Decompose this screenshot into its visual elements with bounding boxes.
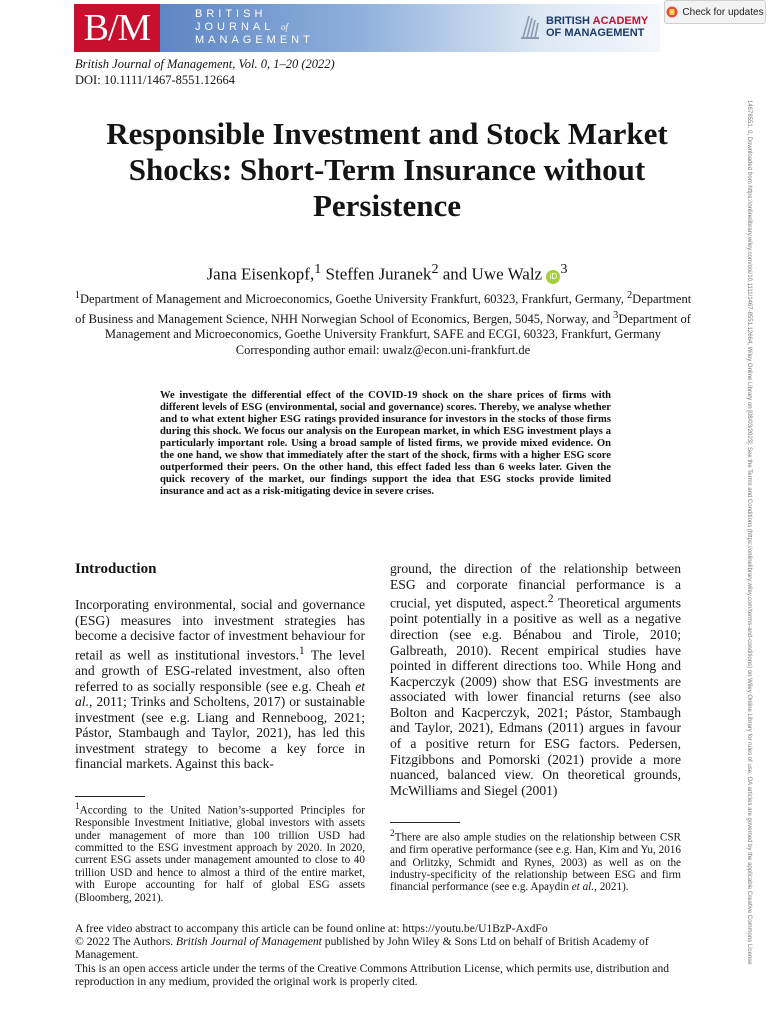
author-name: Steffen Juranek (321, 264, 432, 284)
section-heading-introduction: Introduction (75, 561, 157, 577)
affiliation-text: Department of Management and Microeconomics, Goethe University Frankfurt, 60323, Frankfurt, Germany, (80, 292, 624, 307)
abstract: We investigate the differential effect of the COVID-19 shock on the share prices of firms with different levels of ESG (environmental, social and governance) scores. Thereby, we analyse whether and to what extent higher ESG ratings provided insurance for investors in the stocks of those firms during this shock. We focus our analysis on the European market, in which ESG investment plays a particularly important role. Using a broad sample of listed firms, we provide mixed evidence. On the one hand, we show that immediately after the start of the shock, firms with a higher ESG score outperformed their peers. On the other hand, this effect faded less than 6 weeks later. Given the quick recovery of the market, our findings support the idea that ESG stocks provide limited insurance and act as a risk-mitigating device in severe crises. (160, 390, 611, 497)
journal-wordmark (195, 8, 314, 47)
footnote-divider (390, 822, 460, 823)
author-sup: 3 (560, 261, 568, 277)
crossmark-icon (666, 6, 678, 18)
copyright-journal: British Journal of Management (176, 935, 322, 949)
body-text: ground, the direction of the relationship between ESG and corporate financial performance is a crucial, yet disputed, aspect. (390, 561, 681, 611)
bottom-notes (75, 922, 681, 988)
footnote-ref[interactable]: 2 (547, 593, 554, 606)
journal-logo: B/M (74, 4, 160, 52)
footnote-divider (75, 796, 145, 797)
body-text: The level and growth of ESG-related investment, also often referred to as socially responsible (see e.g. Cheah (75, 647, 365, 694)
affiliations (70, 288, 696, 358)
affiliation-sup: 3 (613, 309, 619, 321)
check-for-updates-button[interactable] (664, 0, 766, 24)
body-text-italic: et al. (75, 678, 365, 710)
body-text: Theoretical arguments point potentially in a positive as well as a negative direction (see e.g. Bénabou and Tirole, 2010; Galbreath, 2010). Recent empirical studies have pointed in different directions too. While Hong and Kacperczyk (2009) show that ESG investments are associated with lower financial returns (see also Bolton and Kacperczyk, 2021; Pástor, Stambaugh and Taylor, 2021), Edmans (2011) argues in favour of a positive return for ESG factors. Pedersen, Fitzgibbons and Pomorski (2021) provide a more nuanced, balanced view. On theoretical grounds, McWilliams and Siegel (2001) (390, 595, 681, 798)
academy-line-1 (546, 15, 648, 27)
footnote-sup: 1 (75, 802, 80, 812)
body-text: Incorporating environmental, social and governance (ESG) measures into investment strategies has become a decisive factor of investment behaviour for retail as well as institutional investors. (75, 597, 365, 663)
body-text: , 2011; Trinks and Scholtens, 2017) or sustainable investment (see e.g. Liang and Renneboog, 2021; Pástor, Stambaugh and Taylor, 2021), has led this investment strategy to become a key force in financial markets. Against this back- (75, 694, 365, 772)
journal-citation: British Journal of Management, Vol. 0, 1–20 (2022) (75, 57, 335, 71)
affiliation-sup: 1 (74, 290, 80, 301)
wordmark-line-journal (195, 21, 314, 34)
author-name: Jana Eisenkopf, (206, 264, 315, 284)
footnote-ref[interactable]: 1 (298, 644, 305, 657)
download-side-notice: 14678551, 0, Downloaded from https://onlinelibrary.wiley.com/doi/10.1111/1467-8551.12664, Wiley Online Library on [08/03/2023]. See the Terms and Conditions (https://onlinelibrary.wiley.com/terms-and-conditions) on Wiley Online Library for rules of use; OA articles are governed by the applicable Creative Commons License (746, 100, 752, 965)
author-line (60, 261, 714, 285)
footnote-sup: 2 (390, 829, 395, 839)
academy-logo-text (546, 15, 648, 39)
academy-academy: ACADEMY (592, 15, 649, 27)
copyright-text: published by John Wiley & Sons Ltd on behalf of British Academy of Management. (75, 935, 649, 962)
body-column-left (75, 597, 365, 772)
affiliation-sup: 2 (626, 290, 633, 301)
author-sup: 2 (431, 261, 439, 277)
author-name: and Uwe Walz (438, 264, 547, 284)
academy-mark-icon (520, 14, 540, 40)
copyright-note (75, 935, 681, 961)
corresponding-email: Corresponding author email: uwalz@econ.uni-frankfurt.de (235, 342, 531, 357)
wordmark-line-management: MANAGEMENT (195, 34, 314, 46)
footnote-text: According to the United Nation’s-supported Principles for Responsible Investment Initiative, global investors with assets under management of more than 100 trillion USD had committed to the ESG investment approach by 2020. In 2020, current ESG assets under management amounted to close to 40 trillion USD and hence to almost a third of the entire market, with Europe accounting for half of global ESG assets (Bloomberg, 2021). (75, 804, 365, 904)
wordmark-line-british: BRITISH (195, 8, 267, 20)
footnote-text-italic: et al. (571, 881, 595, 894)
license-note: This is an open access article under the terms of the Creative Commons Attribution License, which permits use, distribution and reproduction in any medium, provided the original work is properly cited. (75, 961, 670, 988)
body-column-right (390, 561, 681, 798)
check-for-updates-label: Check for updates (682, 6, 764, 18)
footnote-1 (75, 801, 365, 904)
orcid-icon[interactable]: iD (546, 270, 560, 284)
doi[interactable]: DOI: 10.1111/1467-8551.12664 (75, 73, 236, 87)
academy-line-2: OF MANAGEMENT (546, 27, 645, 39)
affiliation-text: Department of Management and Microeconomics, Goethe University Frankfurt, SAFE and ECGI, 60323, Frankfurt, Germany (104, 311, 691, 342)
video-abstract-note[interactable]: A free video abstract to accompany this article can be found online at: https://youtu.be/U1BzP-AxdFo (75, 922, 548, 935)
copyright-text: © 2022 The Authors. (75, 935, 177, 949)
footnote-text: , 2021). (594, 881, 629, 894)
footnote-2 (390, 828, 681, 894)
academy-british: BRITISH (546, 15, 593, 27)
academy-logo (520, 14, 648, 40)
author-sup: 1 (314, 261, 322, 277)
citation-block (75, 56, 335, 88)
footnote-text: There are also ample studies on the relationship between CSR and firm operative performance (see e.g. Han, Kim and Yu, 2016 and Orlitzky, Schmidt and Rynes, 2003) as well as on the industry-specificity of the relationship between ESG and firm financial performance (see e.g. Apaydin (390, 831, 681, 894)
wordmark-journal: JOURNAL (195, 21, 274, 33)
wordmark-of: of (281, 22, 289, 32)
affiliation-text: Department of Business and Management Science, NHH Norwegian School of Economics, Bergen, 5045, Norway, and (75, 292, 692, 326)
article-title: Responsible Investment and Stock Market Shocks: Short-Term Insurance without Persistence (106, 116, 668, 223)
